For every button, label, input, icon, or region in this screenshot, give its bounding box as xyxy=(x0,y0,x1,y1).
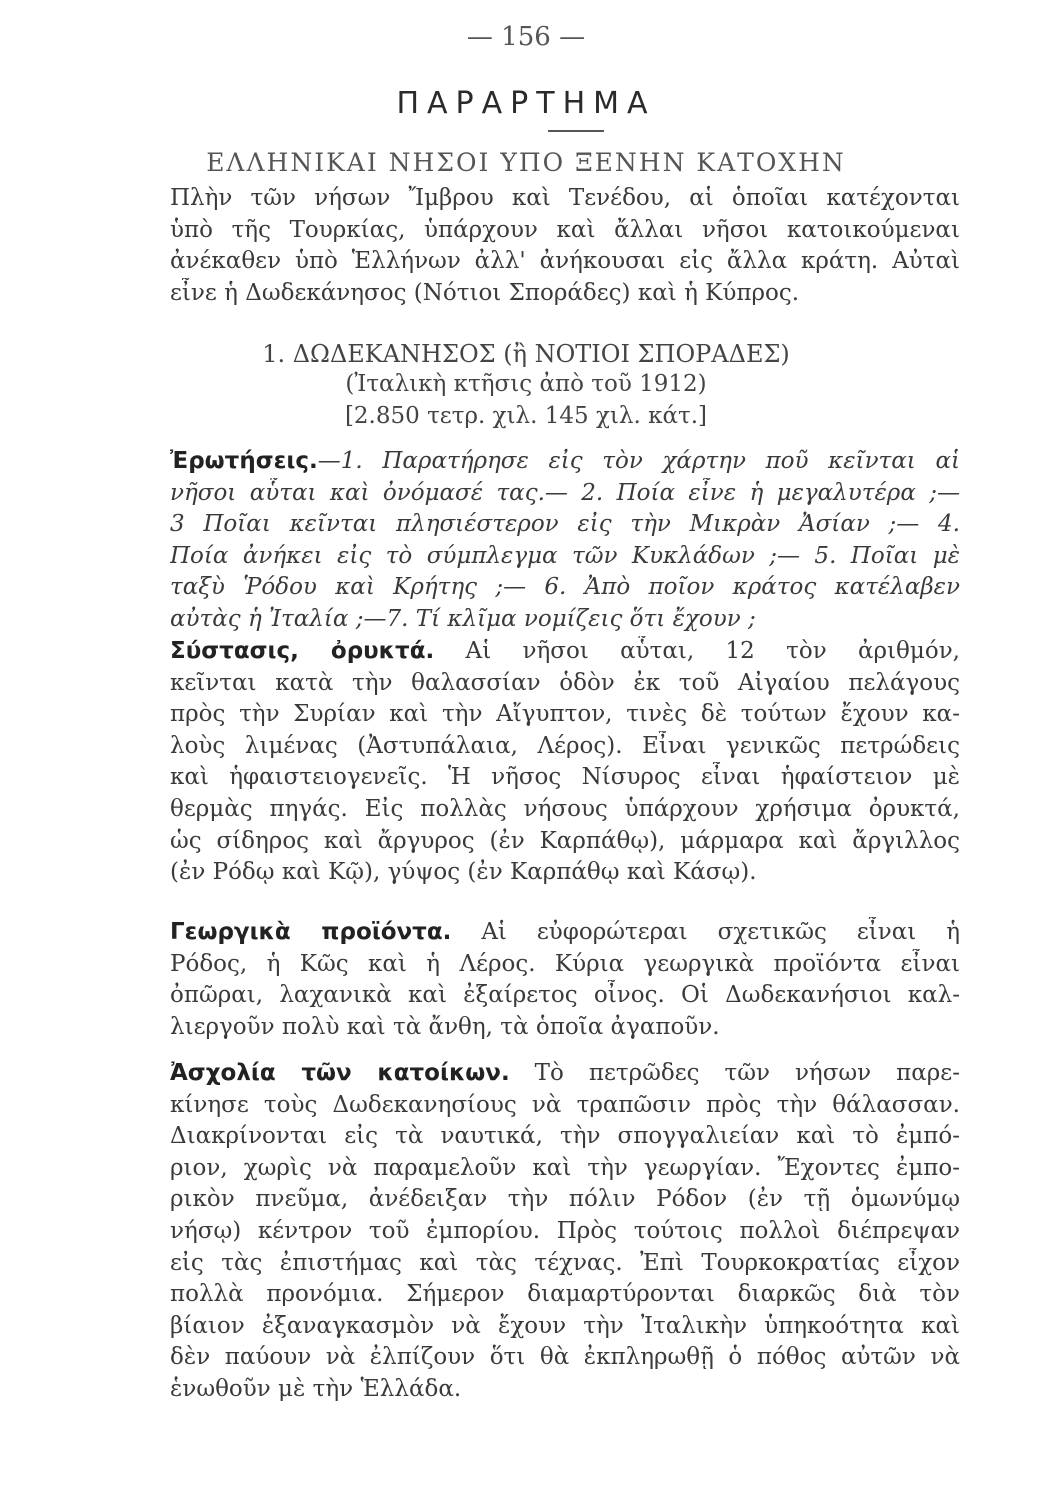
questions-paragraph xyxy=(170,446,960,636)
title-underline xyxy=(548,130,604,132)
agriculture-paragraph xyxy=(170,917,960,1043)
minerals-line: κεῖνται κατὰ τὴν θαλασσίαν ὁδὸν ἐκ τοῦ Αἰγαίου πελάγους xyxy=(170,669,960,696)
minerals-text: Αἱ νῆσοι αὗται, 12 τὸν ἀριθμόν, xyxy=(434,638,960,664)
page-number: — 156 — xyxy=(466,22,586,52)
minerals-line: ὡς σίδηρος καὶ ἄργυρος (ἐν Καρπάθῳ), μάρμαρα καὶ ἄργιλλος xyxy=(170,827,960,854)
appendix-title: ΠΑΡΑΡΤΗΜΑ xyxy=(396,86,656,121)
occupation-line: Διακρίνονται εἰς τὰ ναυτικά, τὴν σπογγαλιείαν καὶ τὸ ἐμπό- xyxy=(170,1123,960,1150)
questions-line: νῆσοι αὗται καὶ ὀνόμασέ τας.— 2. Ποία εἶνε ἡ μεγαλυτέρα ;— xyxy=(170,479,960,506)
occupation-line: εἰς τὰς ἐπιστήμας καὶ τὰς τέχνας. Ἐπὶ Τουρκοκρατίας εἶχον xyxy=(170,1249,960,1276)
dodekanisos-area: [2.850 τετρ. χιλ. 145 χιλ. κάτ.] xyxy=(344,403,708,429)
occupation-paragraph xyxy=(170,1058,960,1406)
agriculture-label: Γεωργικὰ προϊόντα. xyxy=(170,919,452,945)
occupation-line: κίνησε τοὺς Δωδεκανησίους νὰ τραπῶσιν πρὸς τὴν θάλασσαν. xyxy=(170,1091,960,1118)
agriculture-line: Ρόδος, ἡ Κῶς καὶ ἡ Λέρος. Κύρια γεωργικὰ προϊόντα εἶναι xyxy=(170,950,960,977)
dodekanisos-heading: 1. ΔΩΔΕΚΑΝΗΣΟΣ (ἢ ΝΟΤΙΟΙ ΣΠΟΡΑΔΕΣ) xyxy=(262,340,790,368)
minerals-paragraph xyxy=(170,636,960,889)
questions-line: αὐτὰς ἡ Ἰταλία ;—7. Τί κλῖμα νομίζεις ὅτι ἔχουν ; xyxy=(170,605,756,632)
questions-line: ταξὺ Ῥόδου καὶ Κρήτης ;— 6. Ἀπὸ ποῖον κράτος κατέλαβεν xyxy=(170,574,960,601)
agriculture-text: Αἱ εὐφορώτεραι σχετικῶς εἶναι ἡ xyxy=(451,919,960,945)
occupation-label: Ἀσχολία τῶν κατοίκων. xyxy=(170,1060,510,1086)
minerals-line: θερμὰς πηγάς. Εἰς πολλὰς νήσους ὑπάρχουν χρήσιμα ὀρυκτά, xyxy=(170,795,960,822)
questions-line: Ποία ἀνήκει εἰς τὸ σύμπλεγμα τῶν Κυκλάδων ;— 5. Ποῖαι μὲ xyxy=(170,542,960,569)
agriculture-line: ὀπῶραι, λαχανικὰ καὶ ἐξαίρετος οἶνος. Οἱ Δωδεκανήσιοι καλ- xyxy=(170,982,960,1009)
minerals-line: καὶ ἡφαιστειογενεῖς. Ἡ νῆσος Νίσυρος εἶναι ἡφαίστειον μὲ xyxy=(170,764,960,791)
questions-text: —1. Παρατήρησε εἰς τὸν χάρτην ποῦ κεῖνται αἱ xyxy=(317,448,960,474)
minerals-label: Σύστασις, ὀρυκτά. xyxy=(170,638,435,664)
intro-paragraph xyxy=(170,183,960,309)
intro-line: ὑπὸ τῆς Τουρκίας, ὑπάρχουν καὶ ἄλλαι νῆσοι κατοικούμεναι xyxy=(170,216,960,243)
questions-label: Ἐρωτήσεις. xyxy=(170,448,318,474)
minerals-line: πρὸς τὴν Συρίαν καὶ τὴν Αἴγυπτον, τινὲς δὲ τούτων ἔχουν κα- xyxy=(170,701,960,728)
minerals-line: λοὺς λιμένας (Ἀστυπάλαια, Λέρος). Εἶναι γενικῶς πετρώδεις xyxy=(170,732,960,759)
occupation-line xyxy=(170,1058,960,1090)
occupation-line: ριον, χωρὶς νὰ παραμελοῦν καὶ τὴν γεωργίαν. Ἔχοντες ἐμπο- xyxy=(170,1154,960,1181)
questions-line xyxy=(170,446,960,478)
occupation-text: Τὸ πετρῶδες τῶν νήσων παρε- xyxy=(509,1060,960,1086)
occupation-line: ρικὸν πνεῦμα, ἀνέδειξαν τὴν πόλιν Ρόδον (ἐν τῇ ὁμωνύμῳ xyxy=(170,1186,960,1213)
intro-line: εἶνε ἡ Δωδεκάνησος (Νότιοι Σποράδες) καὶ ἡ Κύπρος. xyxy=(170,279,800,306)
minerals-line: (ἐν Ρόδῳ καὶ Κῷ), γύψος (ἐν Καρπάθῳ καὶ Κάσῳ). xyxy=(170,859,757,886)
occupation-line: βίαιον ἐξαναγκασμὸν νὰ ἔχουν τὴν Ἰταλικὴν ὑπηκοότητα καὶ xyxy=(170,1312,960,1339)
questions-line: 3 Ποῖαι κεῖνται πλησιέστερον εἰς τὴν Μικρὰν Ἀσίαν ;— 4. xyxy=(170,511,960,538)
occupation-line: πολλὰ προνόμια. Σήμερον διαμαρτύρονται διαρκῶς διὰ τὸν xyxy=(170,1281,960,1308)
dodekanisos-possession: (Ἰταλικὴ κτῆσις ἀπὸ τοῦ 1912) xyxy=(345,371,707,397)
occupation-line: ἑνωθοῦν μὲ τὴν Ἑλλάδα. xyxy=(170,1375,462,1402)
section-title: ΕΛΛΗΝΙΚΑΙ ΝΗΣΟΙ ΥΠΟ ΞΕΝΗΝ ΚΑΤΟΧΗΝ xyxy=(206,148,846,177)
minerals-line xyxy=(170,636,960,668)
occupation-line: δὲν παύουν νὰ ἐλπίζουν ὅτι θὰ ἐκπληρωθῇ ὁ πόθος αὐτῶν νὰ xyxy=(170,1344,960,1371)
intro-line: ἀνέκαθεν ὑπὸ Ἑλλήνων ἀλλ' ἀνήκουσαι εἰς ἄλλα κράτη. Αὐταὶ xyxy=(170,248,960,275)
intro-line: Πλὴν τῶν νήσων Ἴμβρου καὶ Τενέδου, αἱ ὁποῖαι κατέχονται xyxy=(170,185,960,211)
occupation-line: νήσῳ) κέντρον τοῦ ἐμπορίου. Πρὸς τούτοις πολλοὶ διέπρεψαν xyxy=(170,1217,960,1244)
agriculture-line: λιεργοῦν πολὺ καὶ τὰ ἄνθη, τὰ ὁποῖα ἀγαποῦν. xyxy=(170,1013,720,1040)
agriculture-line xyxy=(170,917,960,949)
